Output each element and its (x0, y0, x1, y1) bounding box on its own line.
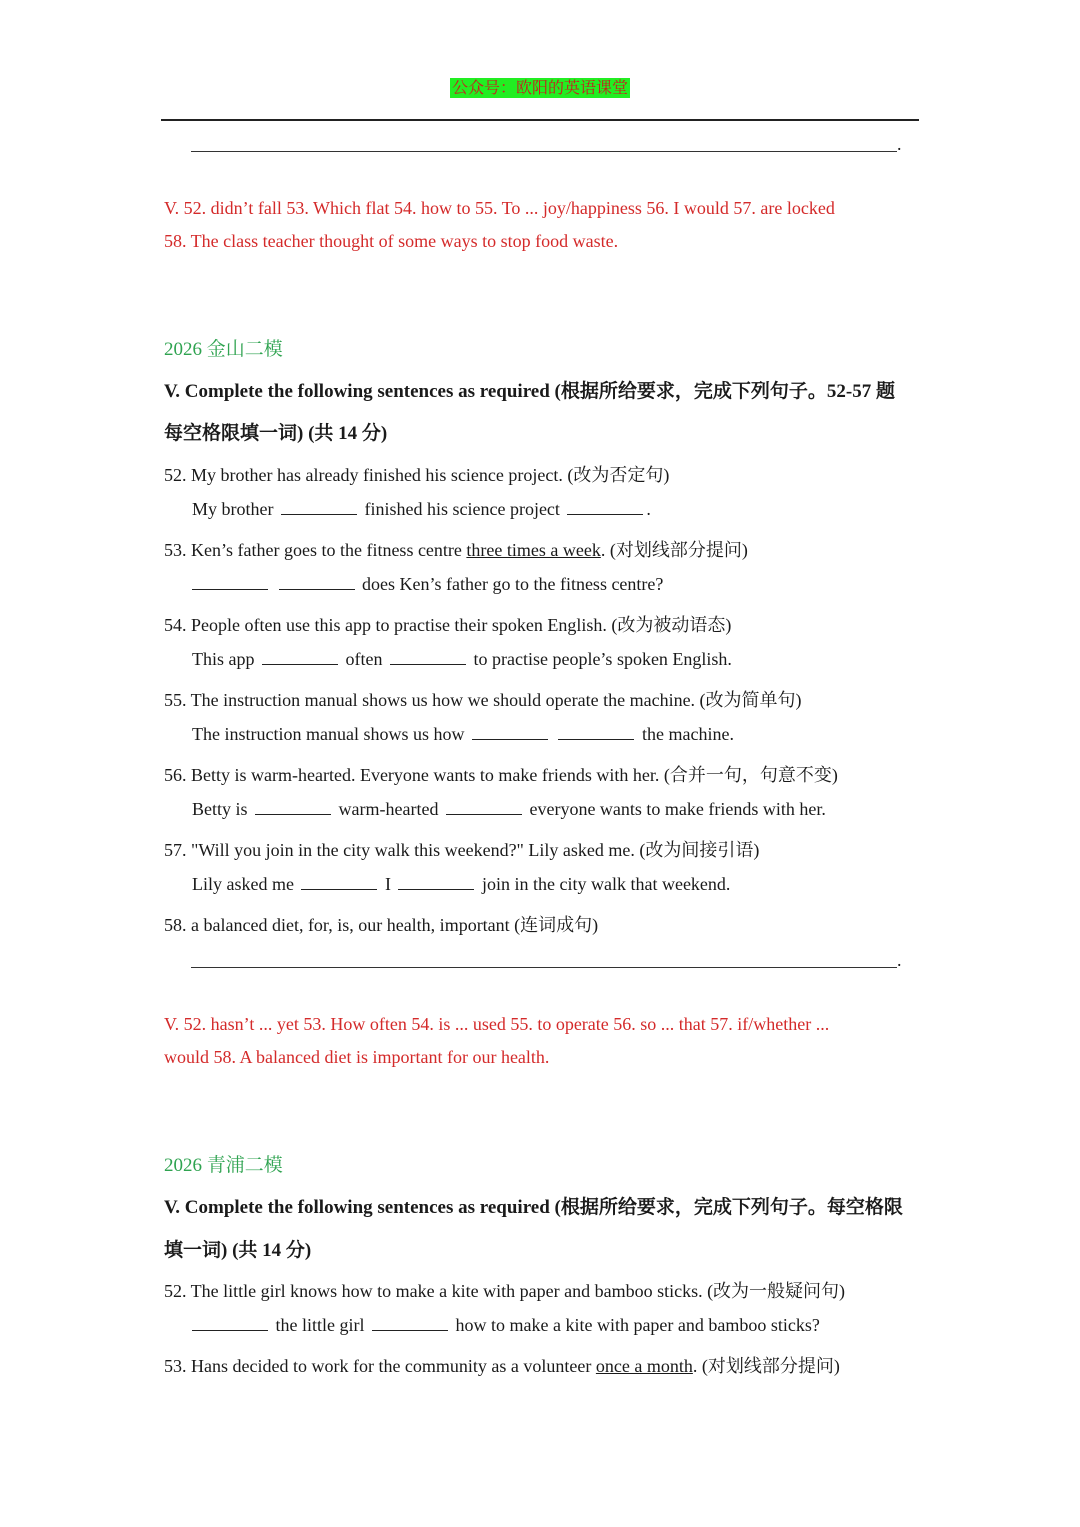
section-title: 每空格限填一词) (共 14 分) (164, 423, 388, 444)
answer-text: the machine. (641, 724, 734, 744)
answer-row-52 (189, 1314, 820, 1336)
fill-blank[interactable] (472, 723, 548, 740)
question-text: 53. Hans decided to work for the community as a volunteer (164, 1356, 596, 1376)
question-text: . (对划线部分提问) (692, 1356, 840, 1376)
answer-line-dot: . (897, 134, 902, 154)
answer-key-line: would 58. A balanced diet is important for our health. (164, 1047, 550, 1067)
answer-blank-line[interactable] (191, 967, 897, 968)
answer-row-56 (192, 798, 826, 820)
answer-text: everyone wants to make friends with her. (529, 799, 826, 819)
question-56: 56. Betty is warm-hearted. Everyone wants to make friends with her. (合并一句，句意不变) (164, 765, 838, 785)
question-55: 55. The instruction manual shows us how we should operate the machine. (改为简单句) (164, 690, 802, 710)
answer-row-55 (192, 723, 734, 745)
answer-text: warm-hearted (338, 799, 439, 819)
answer-text: I (384, 874, 391, 894)
answer-key-line: 58. The class teacher thought of some ways to stop food waste. (164, 231, 619, 251)
question-53 (164, 1352, 840, 1378)
answer-text: join in the city walk that weekend. (481, 874, 731, 894)
header-badge: 公众号：欧阳的英语课堂 (452, 78, 629, 97)
fill-blank[interactable] (558, 723, 634, 740)
section-heading: 2026 青浦二模 (164, 1155, 283, 1176)
fill-blank[interactable] (192, 1314, 268, 1331)
answer-row-54 (192, 648, 732, 670)
answer-text: often (345, 649, 383, 669)
fill-blank[interactable] (255, 798, 331, 815)
answer-blank-line (191, 151, 897, 152)
question-text: . (对划线部分提问) (600, 540, 748, 560)
underlined-phrase: three times a week (466, 540, 601, 560)
section-heading: 2026 金山二模 (164, 339, 283, 360)
answer-text: Lily asked me (192, 874, 294, 894)
question-57: 57. "Will you join in the city walk this weekend?" Lily asked me. (改为间接引语) (164, 840, 760, 860)
fill-blank[interactable] (390, 648, 466, 665)
answer-text: finished his science project (364, 499, 560, 519)
answer-text: The instruction manual shows us how (192, 724, 465, 744)
question-53 (164, 536, 748, 562)
section-title: V. Complete the following sentences as required (根据所给要求，完成下列句子。52-57 题 (164, 381, 895, 402)
fill-blank[interactable] (372, 1314, 448, 1331)
question-54: 54. People often use this app to practise their spoken English. (改为被动语态) (164, 615, 732, 635)
underlined-phrase: once a month (595, 1356, 693, 1376)
fill-blank[interactable] (567, 498, 643, 515)
answer-text: My brother (192, 499, 274, 519)
answer-text: the little girl (275, 1315, 365, 1335)
answer-line-dot: . (897, 950, 902, 970)
question-58: 58. a balanced diet, for, is, our health, important (连词成句) (164, 915, 599, 935)
fill-blank[interactable] (446, 798, 522, 815)
answer-text: to practise people’s spoken English. (473, 649, 732, 669)
answer-row-57 (192, 873, 730, 895)
fill-blank[interactable] (301, 873, 377, 890)
fill-blank[interactable] (279, 573, 355, 590)
fill-blank[interactable] (262, 648, 338, 665)
answer-text: . (646, 499, 651, 519)
answer-text: how to make a kite with paper and bamboo sticks? (455, 1315, 820, 1335)
answer-row-53 (189, 573, 663, 595)
question-text: 53. Ken’s father goes to the fitness centre (164, 540, 467, 560)
answer-text: This app (192, 649, 255, 669)
fill-blank[interactable] (398, 873, 474, 890)
section-title: V. Complete the following sentences as required (根据所给要求，完成下列句子。每空格限 (164, 1197, 903, 1218)
header-rule (161, 119, 919, 121)
fill-blank[interactable] (281, 498, 357, 515)
section-title: 填一词) (共 14 分) (164, 1240, 312, 1261)
answer-text: Betty is (192, 799, 248, 819)
question-52: 52. The little girl knows how to make a kite with paper and bamboo sticks. (改为一般疑问句) (164, 1281, 846, 1301)
question-52: 52. My brother has already finished his science project. (改为否定句) (164, 465, 670, 485)
answer-key-line: V. 52. didn’t fall 53. Which flat 54. how to 55. To ... joy/happiness 56. I would 57. are locked (164, 198, 835, 218)
fill-blank[interactable] (192, 573, 268, 590)
answer-key-line: V. 52. hasn’t ... yet 53. How often 54. is ... used 55. to operate 56. so ... that 57. if/whether ... (164, 1014, 830, 1034)
answer-text: does Ken’s father go to the fitness centre? (362, 574, 664, 594)
answer-row-52 (192, 498, 651, 520)
